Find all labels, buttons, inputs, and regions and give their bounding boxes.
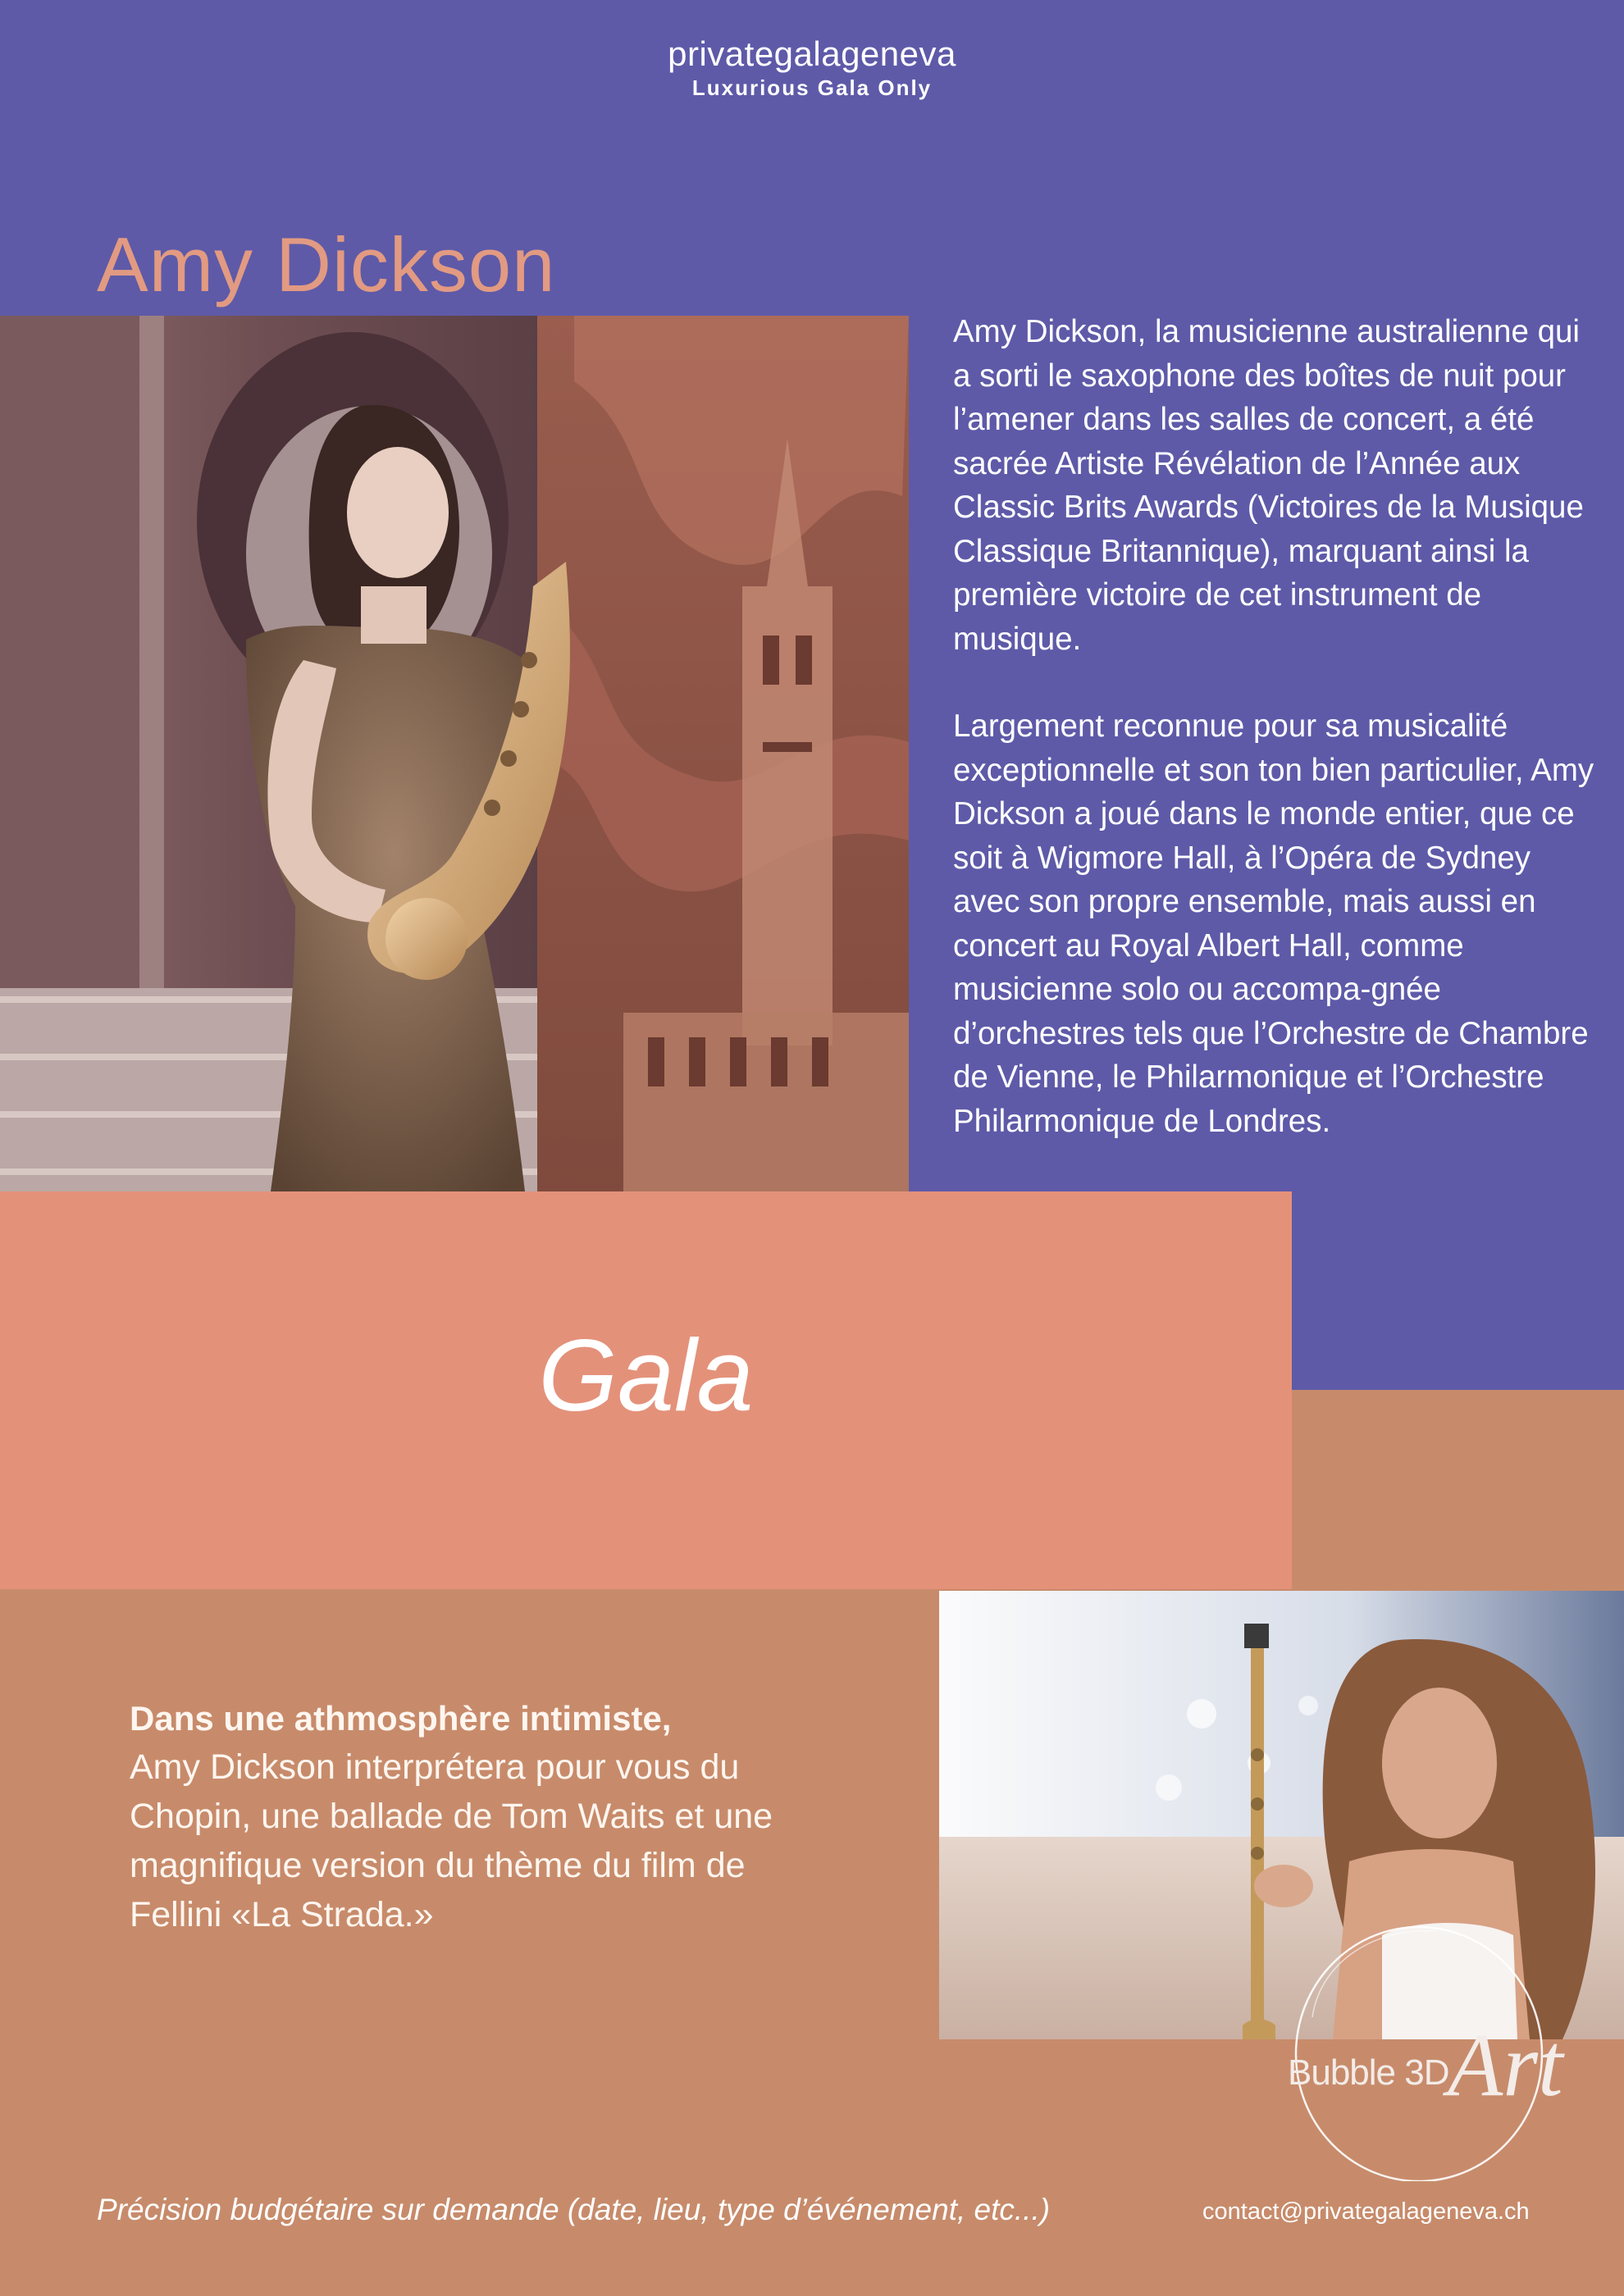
contact-email-link[interactable]: contact@privategalageneva.ch [1202, 2198, 1530, 2225]
page-title: Amy Dickson [97, 221, 556, 308]
brand-name[interactable]: privategalageneva [668, 34, 956, 73]
intro-text [130, 1695, 835, 1939]
artist-bio [953, 310, 1601, 1187]
gala-title: Gala [538, 1319, 754, 1433]
gala-banner [0, 1191, 1292, 1589]
bio-paragraph: Amy Dickson, la musicienne australienne qui a sorti le saxophone des boîtes de nuit pour l’amener dans les salles de concert, a été sacrée Artiste Révélation de l’Année aux Classic Brits Awards (Victoires de la Musique Classique Britannique), marquant ainsi la première victoire de cet instrument de musique. [953, 314, 1584, 657]
brand-header [0, 34, 1624, 100]
brand-tagline: Luxurious Gala Only [691, 75, 933, 100]
artist-photo-concert [0, 316, 909, 1191]
logo-script: Art [1448, 2015, 1563, 2115]
intro-body: Amy Dickson interprétera pour vous du Chopin, une ballade de Tom Waits et une magnifique version du thème du film de Fellini «La Strada.» [130, 1747, 773, 1934]
bubble3dart-logo [1263, 1911, 1583, 2181]
bio-paragraph: Largement reconnue pour sa musicalité exceptionnelle et son ton bien particulier, Amy Dickson a joué dans le monde entier, que ce soit à Wigmore Hall, à l’Opéra de Sydney avec son propre ensemble, mais aussi en concert au Royal Albert Hall, comme musicienne solo ou accompa-gnée d’orchestres tels que l’Orchestre de Chambre de Vienne, le Philarmonique et l’Orchestre Philarmonique de Londres. [953, 708, 1594, 1139]
logo-text: Bubble 3D [1288, 2052, 1449, 2093]
budget-note: Précision budgétaire sur demande (date, lieu, type d’événement, etc...) [97, 2193, 1051, 2226]
intro-heading: Dans une athmosphère intimiste, [130, 1699, 672, 1738]
